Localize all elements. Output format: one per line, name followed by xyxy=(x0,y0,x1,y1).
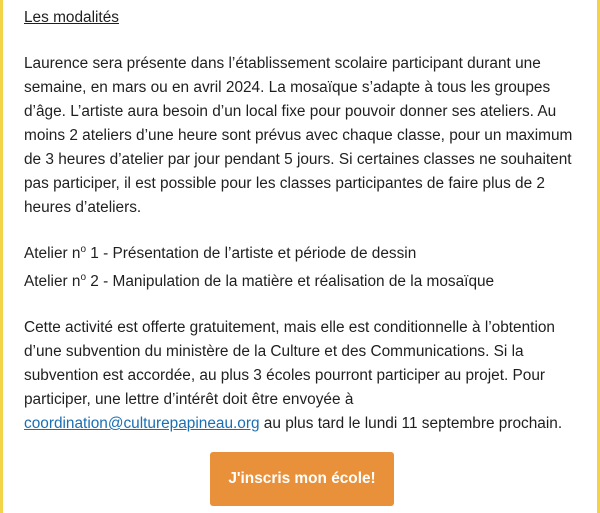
atelier-1-ordinal: o xyxy=(80,244,87,255)
subvention-text: Cette activité est offerte gratuitement, mais elle est conditionnelle à l’obtention d’une subvention du ministère de la Culture et des Communications. Si la subvention est accordée, au plus 3 écoles pourront participer au projet. Pour participer, une lettre d’intérêt doit être envoyée à xyxy=(24,319,555,408)
subvention-paragraph xyxy=(24,316,580,436)
cta-container xyxy=(24,452,580,506)
atelier-1-prefix: Atelier n xyxy=(24,245,81,262)
left-border xyxy=(0,0,3,513)
section-title: Les modalités xyxy=(24,9,119,26)
atelier-2-prefix: Atelier n xyxy=(24,273,81,290)
deadline-text: au plus tard le lundi 11 septembre prochain. xyxy=(259,415,563,432)
email-link[interactable]: coordination@culturepapineau.org xyxy=(24,415,260,432)
atelier-1-line xyxy=(24,242,580,266)
email-content xyxy=(24,0,580,506)
atelier-2-ordinal: o xyxy=(80,272,87,283)
register-school-button[interactable]: J'inscris mon école! xyxy=(210,452,394,506)
atelier-1-text: 1 - Présentation de l’artiste et période de dessin xyxy=(86,245,417,262)
atelier-2-line xyxy=(24,270,580,294)
atelier-2-text: 2 - Manipulation de la matière et réalisation de la mosaïque xyxy=(86,273,495,290)
modalites-paragraph: Laurence sera présente dans l’établissement scolaire participant durant une semaine, en mars ou en avril 2024. La mosaïque s’adapte à tous les groupes d’âge. L’artiste aura besoin d’un local fixe pour pouvoir donner ses ateliers. Au moins 2 ateliers d’une heure sont prévus avec chaque classe, pour un maximum de 3 heures d’atelier par jour pendant 5 jours. Si certaines classes ne souhaitent pas participer, il est possible pour les classes participantes de faire plus de 2 heures d’ateliers. xyxy=(24,55,573,216)
